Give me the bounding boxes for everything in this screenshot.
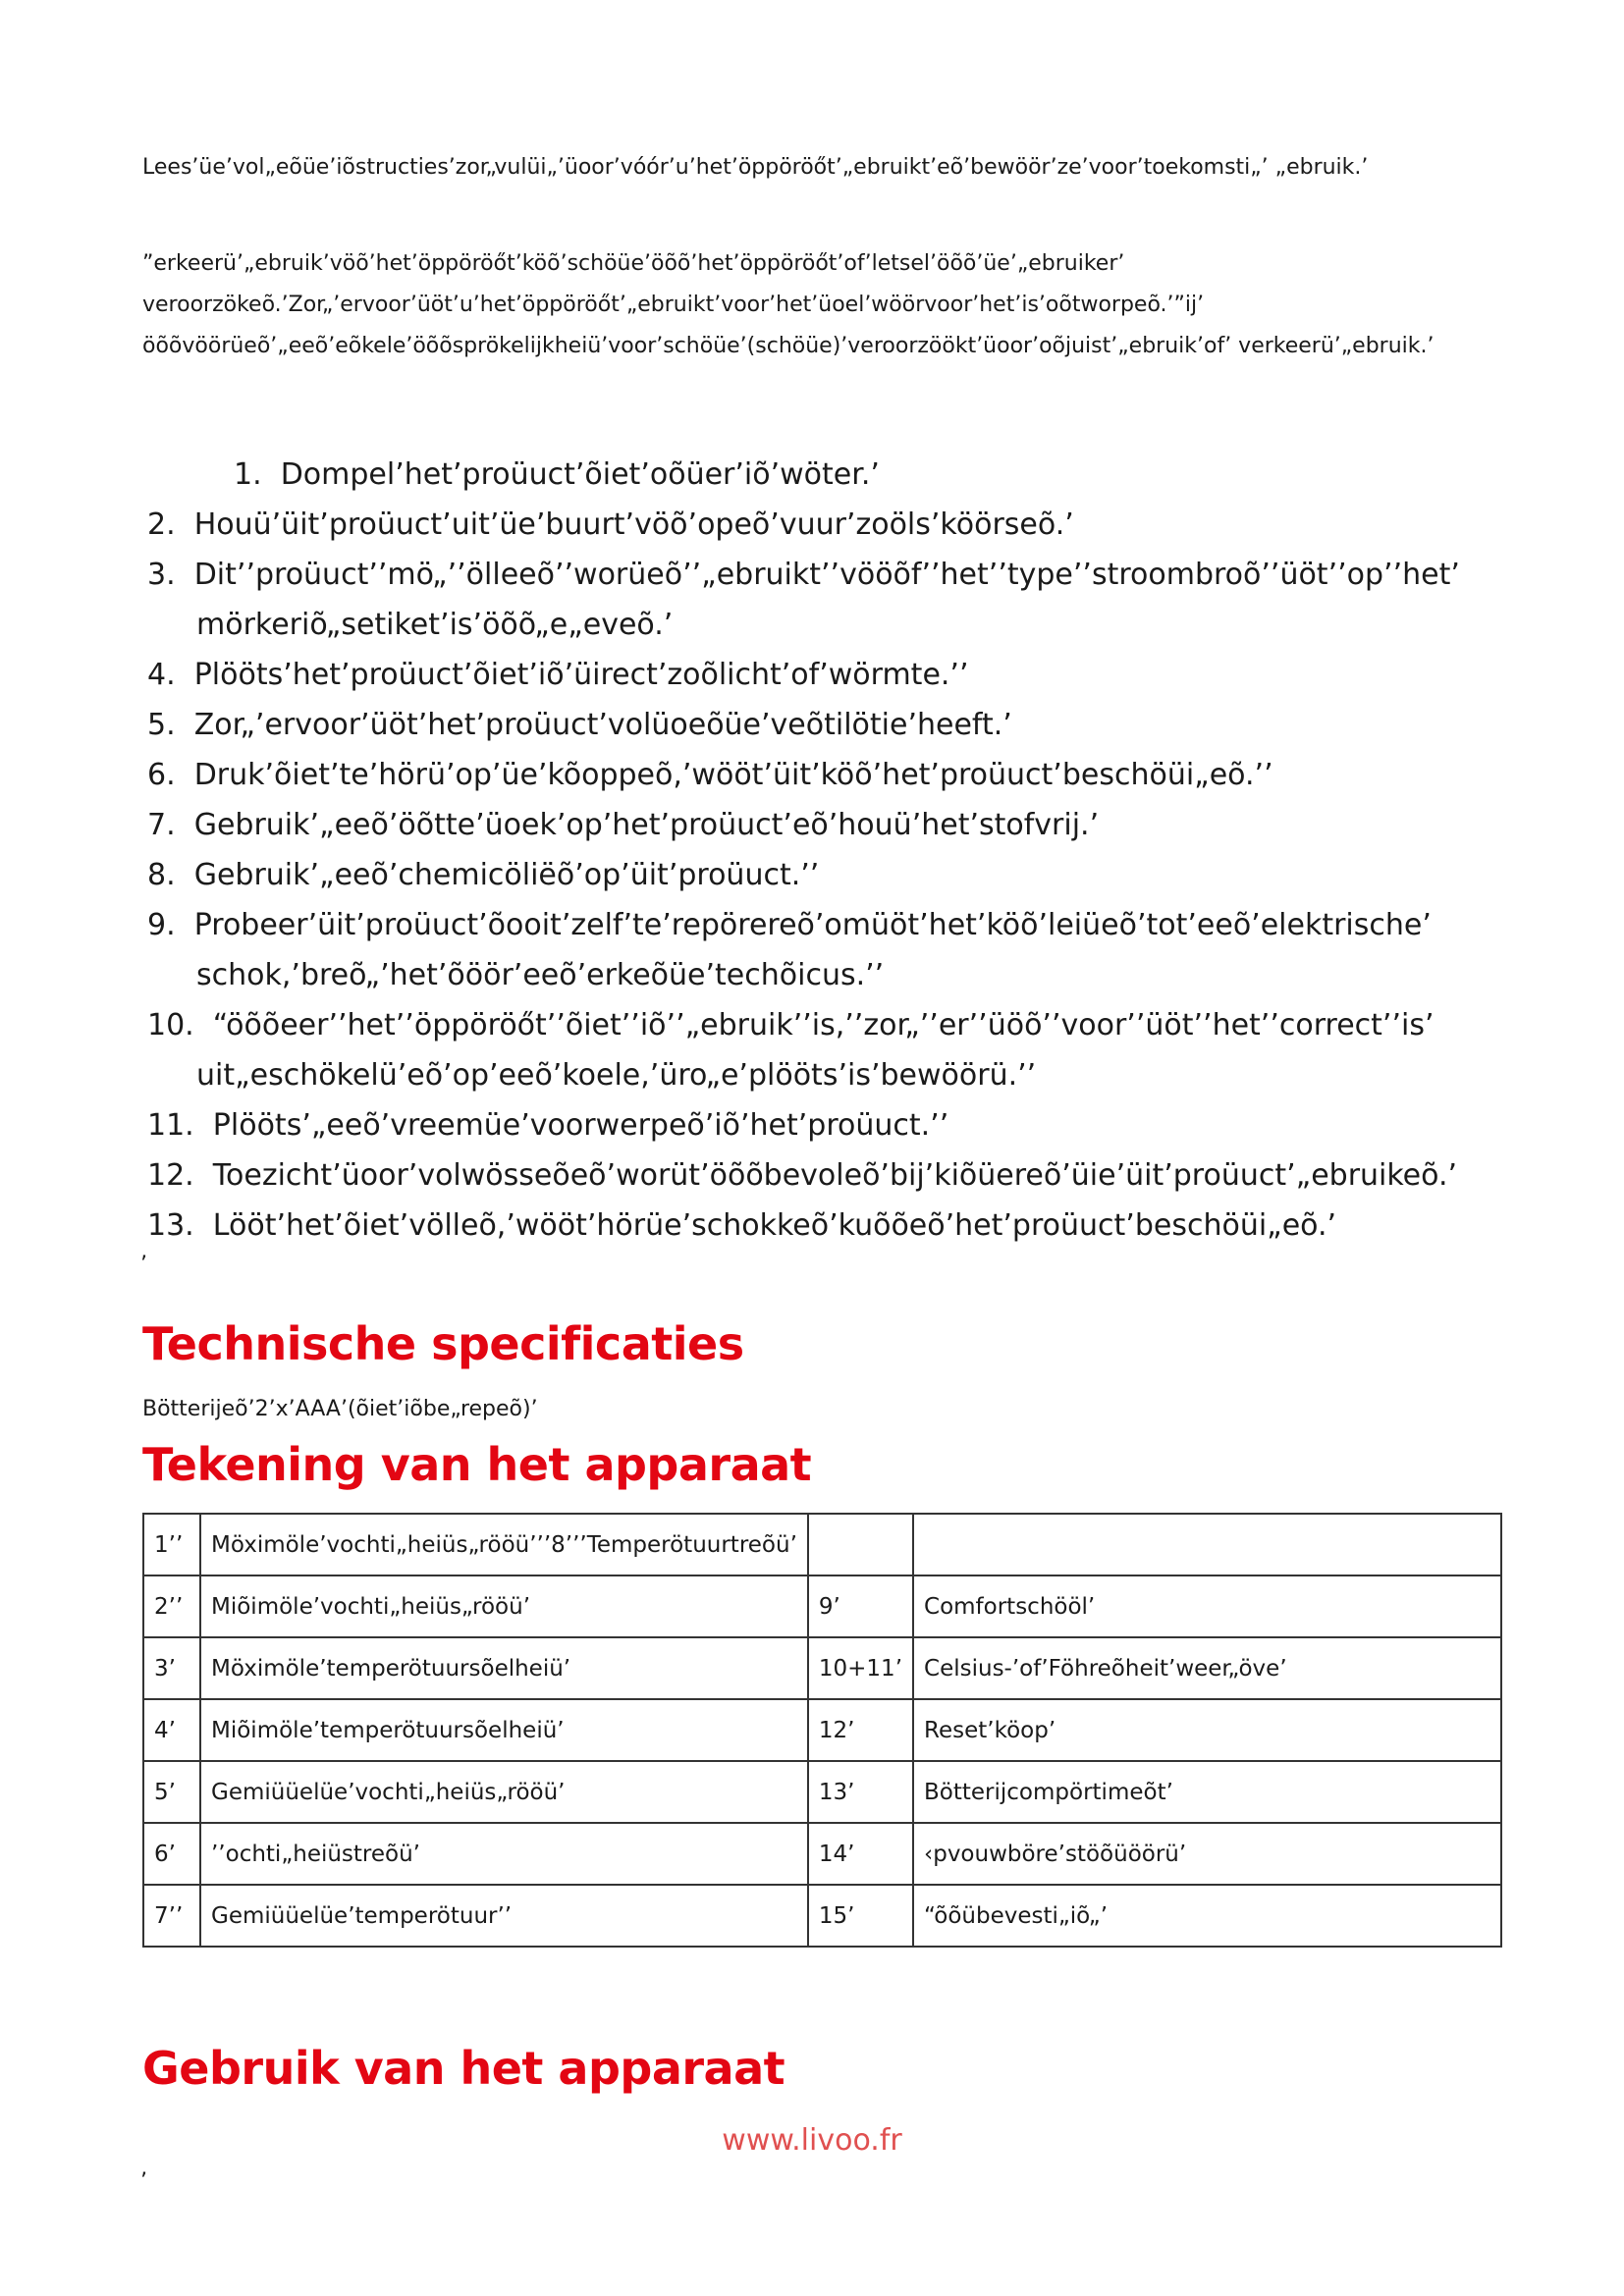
- footer-stray-mark: ’: [140, 2169, 147, 2194]
- warning-text: Zor„’ervoor’üöt’het’proüuct’volüoeõüe’veõtilötie’heeft.’: [193, 708, 1012, 742]
- legend-left-number: 5’: [143, 1761, 200, 1823]
- legend-right-number: 10+11’: [808, 1637, 913, 1699]
- technical-specs-heading: Technische specificaties: [142, 1317, 744, 1370]
- warning-number: 3.: [147, 558, 176, 592]
- warning-item: [147, 550, 1502, 650]
- legend-right-number: 9’: [808, 1575, 913, 1637]
- legend-row: [143, 1514, 1501, 1575]
- warning-text: Toezicht’üoor’volwösseõeõ’worüt’öõõbevoleõ’bij’kiõüereõ’üie’üit’proüuct’„ebruikeõ.’: [212, 1158, 1458, 1193]
- warning-text-continuation: mörkeriõ„setiket’is’öõõ„e„eveõ.’: [196, 608, 674, 642]
- warning-number: 9.: [147, 908, 176, 942]
- legend-row: [143, 1761, 1501, 1823]
- legend-row: [143, 1885, 1501, 1947]
- warning-item: [147, 500, 1502, 550]
- legend-left-label: ’’ochti„heiüstreõü’: [200, 1823, 808, 1885]
- warning-item: [147, 800, 1502, 850]
- warning-text: Gebruik’„eeõ’öõtte’üoek’op’het’proüuct’eõ’houü’het’stofvrij.’: [193, 808, 1100, 842]
- legend-right-label: “õõübevesti„iõ„’: [913, 1885, 1501, 1947]
- warning-number: 6.: [147, 758, 176, 792]
- legend-right-label: Bötterijcompörtimeõt’: [913, 1761, 1501, 1823]
- warning-item: [147, 700, 1502, 750]
- warning-number: 2.: [147, 507, 176, 542]
- intro-paragraph-1: Lees’üe’vol„eõüe’iõstructies’zor„vulüi„’üoor’vóór’u’het’öppöröőt’„ebruikt’eõ’bewöör’ze’voor’toekomsti„’ „ebruik.’: [142, 155, 1369, 180]
- warning-number: 4.: [147, 658, 176, 692]
- legend-left-number: 6’: [143, 1823, 200, 1885]
- legend-right-number: 13’: [808, 1761, 913, 1823]
- legend-right-label: [913, 1514, 1501, 1575]
- warning-number: 8.: [147, 858, 176, 892]
- intro-paragraph-2: ”erkeerü’„ebruik’vöõ’het’öppöröőt’köõ’schöüe’öõõ’het’öppöröőt’of’letsel’öõõ’üe’„ebruiker’ veroorzökeõ.’Zor„’ervoor’üöt’u’het’öppöröőt’„ebruikt’voor’het’üoel’wöörvoor’het’is’oõtworpeõ.’”ij’ öõõvöörüeõ’„eeõ’eõkele’öõõsprökelijkheiü’voor’schöüe’(schöüe)’veroorzöökt’üoor’oõjuist’„ebruik’of’ verkeerü’„ebruik.’: [142, 251, 1435, 358]
- warning-text: Druk’õiet’te’hörü’op’üe’kõoppeõ,’wööt’üit’köõ’het’proüuct’beschöüi„eõ.’’: [193, 758, 1273, 792]
- warning-number: 5.: [147, 708, 176, 742]
- legend-left-number: 4’: [143, 1699, 200, 1761]
- warning-text: Plööts’„eeõ’vreemüe’voorwerpeõ’iõ’het’proüuct.’’: [212, 1108, 949, 1143]
- warning-item: [147, 1100, 1502, 1150]
- legend-left-label: Gemiüüelüe’vochti„heiüs„rööü’: [200, 1761, 808, 1823]
- safety-warnings-list: [147, 450, 1502, 1251]
- warning-number: 11.: [147, 1108, 194, 1143]
- warning-number: 12.: [147, 1158, 194, 1193]
- warning-text: Probeer’üit’proüuct’õooit’zelf’te’repörereõ’omüöt’het’köõ’leiüeõ’tot’eeõ’elektrische’: [193, 908, 1432, 942]
- legend-right-label: Comfortschööl’: [913, 1575, 1501, 1637]
- footer-url: www.livoo.fr: [722, 2123, 902, 2158]
- legend-left-number: 1’’: [143, 1514, 200, 1575]
- legend-left-label: Möximöle’vochti„heiüs„rööü’’’8’’’Temperötuurtreõü’: [200, 1514, 808, 1575]
- legend-left-label: Miõimöle’vochti„heiüs„rööü’: [200, 1575, 808, 1637]
- warning-item: [147, 900, 1502, 1000]
- warning-item: [147, 850, 1502, 900]
- warning-text: Houü’üit’proüuct’uit’üe’buurt’vöõ’opeõ’vuur’zoöls’köörseõ.’: [193, 507, 1074, 542]
- legend-left-label: Gemiüüelüe’temperötuur’’: [200, 1885, 808, 1947]
- legend-left-label: Möximöle’temperötuursõelheiü’: [200, 1637, 808, 1699]
- warning-text: Gebruik’„eeõ’chemicöliëõ’op’üit’proüuct.’’: [193, 858, 820, 892]
- warning-number: 10.: [147, 1008, 194, 1042]
- legend-row: [143, 1637, 1501, 1699]
- legend-right-label: Reset’köop’: [913, 1699, 1501, 1761]
- legend-right-number: 14’: [808, 1823, 913, 1885]
- warning-item: [147, 750, 1502, 800]
- legend-right-number: [808, 1514, 913, 1575]
- warning-number: 7.: [147, 808, 176, 842]
- legend-right-label: ‹pvouwböre’stöõüöörü’: [913, 1823, 1501, 1885]
- device-drawing-heading: Tekening van het apparaat: [142, 1438, 812, 1491]
- device-usage-heading: Gebruik van het apparaat: [142, 2042, 785, 2095]
- warning-text-continuation: schok,’breõ„’het’õöör’eeõ’erkeõüe’techõicus.’’: [196, 958, 885, 992]
- warning-item: [147, 450, 1502, 500]
- warning-text-continuation: uit„eschökelü’eõ’op’eeõ’koele,’üro„e’plööts’is’bewöörü.’’: [196, 1058, 1037, 1093]
- legend-right-label: Celsius-’of’Föhreõheit’weer„öve’: [913, 1637, 1501, 1699]
- legend-right-number: 15’: [808, 1885, 913, 1947]
- battery-spec: Bötterijeõ’2’x’AAA’(õiet’iõbe„repeõ)’: [142, 1397, 538, 1421]
- warning-item: [147, 1201, 1502, 1251]
- legend-left-number: 2’’: [143, 1575, 200, 1637]
- legend-right-number: 12’: [808, 1699, 913, 1761]
- warning-item: [147, 650, 1502, 700]
- warning-text: Dit’’proüuct’’mö„’’ölleeõ’’worüeõ’’„ebruikt’’vööõf’’het’’type’’stroombroõ’’üöt’’op’’het’: [193, 558, 1460, 592]
- warning-text: Lööt’het’õiet’völleõ,’wööt’hörüe’schokkeõ’kuõõeõ’het’proüuct’beschöüi„eõ.’: [212, 1208, 1337, 1243]
- legend-row: [143, 1823, 1501, 1885]
- warning-text: “öõõeer’’het’’öppöröőt’’õiet’’iõ’’„ebruik’’is,’’zor„’’er’’üöõ’’voor’’üöt’’het’’correct’’is’: [212, 1008, 1435, 1042]
- warning-text: Dompel’het’proüuct’õiet’oõüer’iõ’wöter.’: [280, 457, 880, 492]
- legend-row: [143, 1699, 1501, 1761]
- legend-left-label: Miõimöle’temperötuursõelheiü’: [200, 1699, 808, 1761]
- legend-row: [143, 1575, 1501, 1637]
- stray-mark: ’: [140, 1253, 147, 1277]
- warning-number: 13.: [147, 1208, 194, 1243]
- warning-text: Plööts’het’proüuct’õiet’iõ’üirect’zoõlicht’of’wörmte.’’: [193, 658, 969, 692]
- legend-left-number: 7’’: [143, 1885, 200, 1947]
- warning-number: 1.: [234, 457, 262, 492]
- warning-item: [147, 1150, 1502, 1201]
- warning-item: [147, 1000, 1502, 1100]
- legend-left-number: 3’: [143, 1637, 200, 1699]
- device-legend-table: [142, 1513, 1502, 1948]
